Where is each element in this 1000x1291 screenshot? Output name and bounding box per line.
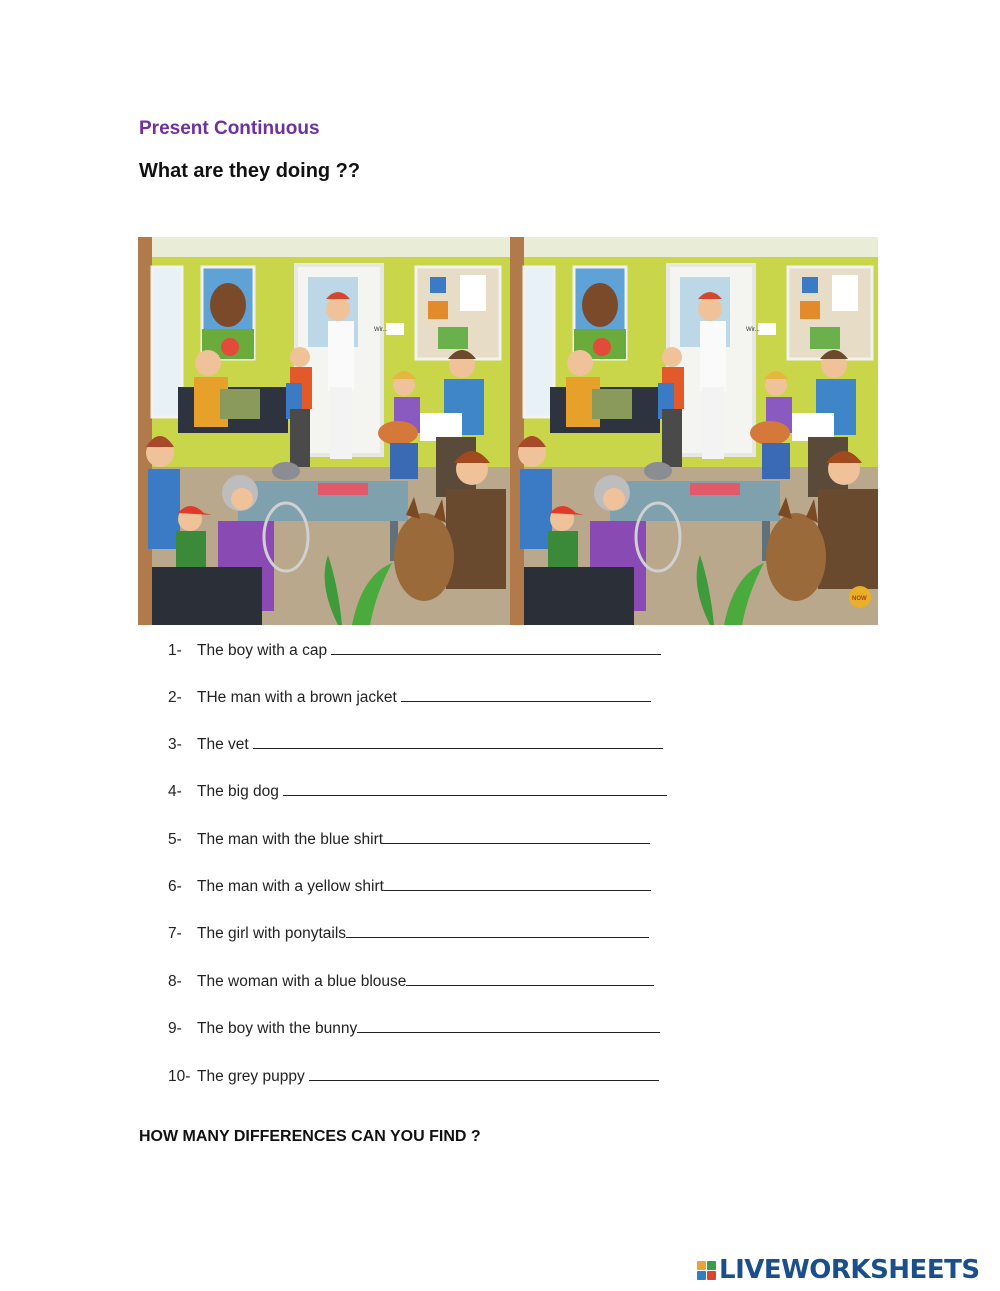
- list-item: 2- THe man with a brown jacket: [168, 685, 651, 709]
- answer-blank[interactable]: [357, 1016, 660, 1033]
- answer-blank[interactable]: [283, 779, 667, 796]
- logo-square: [697, 1261, 706, 1270]
- liveworksheets-logo[interactable]: [697, 1255, 980, 1285]
- differences-prompt: HOW MANY DIFFERENCES CAN YOU FIND ?: [139, 1128, 481, 1145]
- liveworksheets-logo-icon: [697, 1261, 716, 1280]
- logo-text: LIVEWORKSHEETS: [719, 1255, 980, 1285]
- answer-blank[interactable]: [309, 1064, 659, 1081]
- list-item: 6- The man with a yellow shirt: [168, 874, 651, 898]
- list-item: 4- The big dog: [168, 779, 667, 803]
- answer-blank[interactable]: [401, 685, 651, 702]
- publisher-badge-text: NOW: [852, 596, 867, 602]
- answer-blank[interactable]: [346, 921, 649, 938]
- logo-square: [707, 1271, 716, 1280]
- worksheet-title: Present Continuous: [139, 118, 320, 139]
- list-item: 3- The vet: [168, 732, 663, 756]
- list-item: 1- The boy with a cap: [168, 638, 661, 662]
- list-item: 5- The man with the blue shirt: [168, 827, 650, 851]
- question-text: The girl with ponytails: [197, 925, 347, 942]
- list-item: 8- The woman with a blue blouse: [168, 969, 654, 993]
- list-item: 7- The girl with ponytails: [168, 921, 649, 945]
- answer-blank[interactable]: [383, 827, 650, 844]
- question-text: The big dog: [197, 783, 284, 800]
- list-item: 9- The boy with the bunny: [168, 1016, 660, 1040]
- question-text: The man with a yellow shirt: [197, 878, 384, 895]
- answer-blank[interactable]: [253, 732, 663, 749]
- question-text: The boy with the bunny: [197, 1020, 358, 1037]
- answer-blank[interactable]: [384, 874, 651, 891]
- question-text: The woman with a blue blouse: [197, 973, 407, 990]
- question-text: The boy with a cap: [197, 642, 332, 659]
- answer-blank[interactable]: [331, 638, 661, 655]
- vet-waiting-room-illustration: [138, 237, 878, 625]
- question-text: The vet: [197, 736, 253, 753]
- answer-blank[interactable]: [406, 969, 654, 986]
- door-sign-text: Wir...: [374, 327, 388, 333]
- logo-square: [707, 1261, 716, 1270]
- logo-square: [697, 1271, 706, 1280]
- list-item: 10- The grey puppy: [168, 1064, 659, 1088]
- question-text: The grey puppy: [197, 1068, 310, 1085]
- question-text: The man with the blue shirt: [197, 831, 384, 848]
- door-sign-text-copy: Wir...: [746, 327, 760, 333]
- question-text: THe man with a brown jacket: [197, 689, 402, 706]
- worksheet-subtitle: What are they doing ??: [139, 160, 361, 182]
